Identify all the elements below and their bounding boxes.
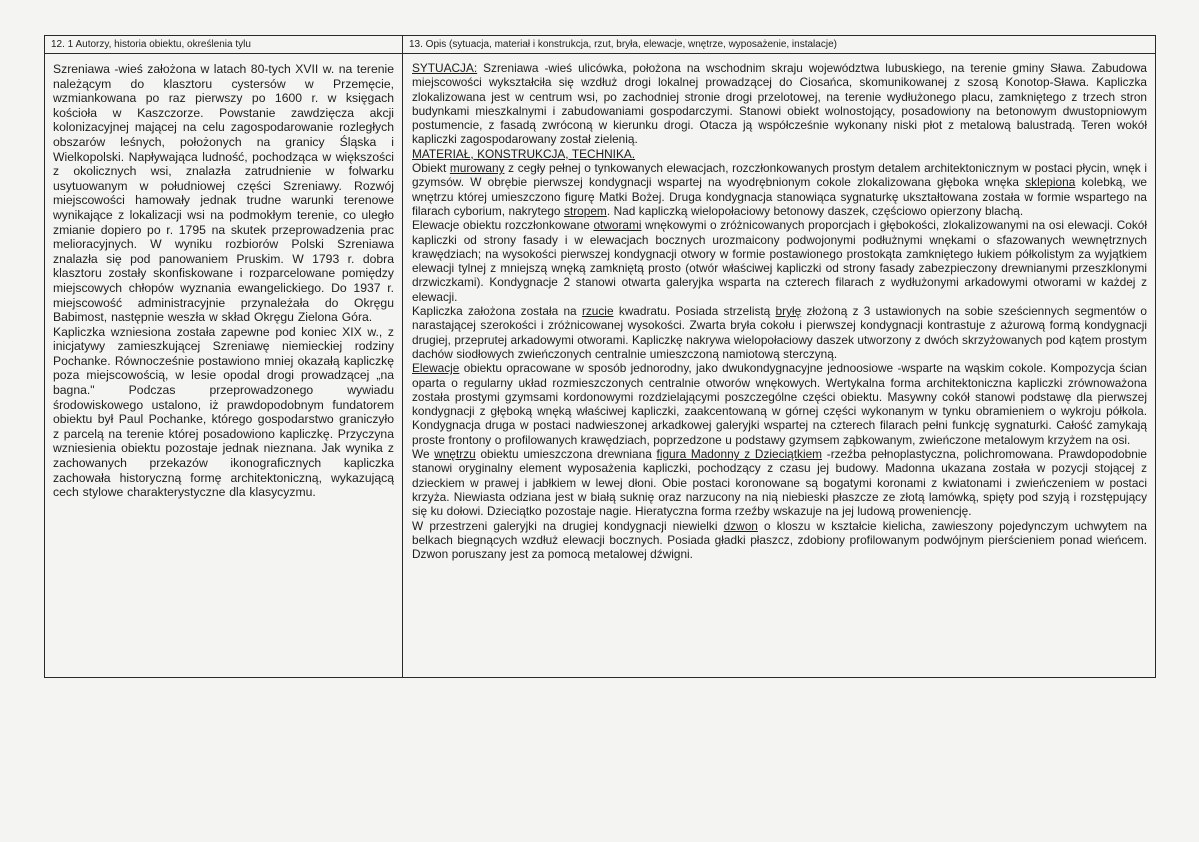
material-heading: MATERIAŁ, KONSTRUKCJA, TECHNIKA. <box>412 146 636 161</box>
term-dzwon: dzwon <box>723 518 758 533</box>
material-text: Obiekt <box>412 161 450 176</box>
history-column-body <box>45 54 402 500</box>
situation-text: Szreniawa -wieś ulicówka, położona na wschodnim skraju województwa lubuskiego, na terenie gminy Sława. Zabudowa miejscowości wykształciła się wzdłuż drogi lokalnej prowadzącej do Ciosańca, skomunikowanej z szosą Konotop-Sława. Kapliczka zlokalizowana jest w centrum wsi, po zachodniej stronie drogi przelotowej, na terenie wydłużonego placu, zamkniętego z trzech stron budynkami mieszkalnymi i zabudowaniami gospodarczymi. Stanowi obiekt wolnostojący, posadowiony na betonowym dwustopniowym postumencie, z fasadą zwróconą w kierunku drogi. Otacza ją współcześnie wykonany niski płot z metalową balustradą. Teren wokół kapliczki zagospodarowany został zielenią. <box>412 61 1147 147</box>
plan-text: złożoną z 3 ustawionych na sobie sześciennych segmentów o narastającej szerokości i zróżnicowanej wysokości. Zwarta bryła cokołu i pierwszej kondygnacji kontrastuje z ażurową formą kondygnacji drugiej, przeprutej arkadowymi otworami. Kapliczkę nakrywa wielopołaciowy daszek utworzony z dwóch skrzyżowanych pod kątem prostym dachów siodłowych zwieńczonych centralnie umieszczoną namiotową sterczyną. <box>412 304 1148 361</box>
history-paragraph-2: Kapliczka wzniesiona została zapewne pod koniec XIX w., z inicjatywy zamieszkującej Szreniawę niemieckiej rodziny Pochanke. Równocześnie postawiono mniej okazałą kapliczkę poza miejscowością, w lesie opodal drogi prowadzącej „na bagna." Podczas przeprowadzonego wywiadu środowiskowego ustalono, iż prawdopodobnym fundatorem obiektu był Paul Pochanke, którego gospodarstwo graniczyło z parcelą na terenie której posadowiono kapliczkę. Przyczyna wzniesienia obiektu pozostaje jednak nieznana. Jak wynika z zachowanych przekazów ikonograficznych kapliczka zachowała historyczną formę architektoniczną, wykazującą cech stylowe charakterystyczne dla klasycyzmu. <box>53 324 394 500</box>
description-column <box>403 36 1155 677</box>
plan-paragraph <box>412 304 1147 361</box>
situation-paragraph <box>412 61 1147 147</box>
elevations-paragraph <box>412 361 1147 447</box>
term-wnetrzu: wnętrzu <box>434 447 476 462</box>
interior-paragraph <box>412 447 1147 518</box>
material-text: . Nad kapliczką wielopołaciowy betonowy daszek, częściowo opierzony blachą. <box>606 203 1024 218</box>
openings-paragraph <box>412 218 1147 304</box>
plan-text: Kapliczka założona została na <box>412 304 582 319</box>
material-heading-line <box>412 147 1147 161</box>
material-text: z cegły pełnej o tynkowanych elewacjach, rozczłonkowanych prostym detalem architektonicznym w postaci płycin, wnęk i gzymsów. W obrębie pierwszej kondygnacji wspartej na wyodrębnionym cokole zlokalizowana głęboka wnęka <box>412 161 1147 190</box>
interior-text: -rzeźba pełnoplastyczna, polichromowana. Prawdopodobnie stanowi oryginalny element wyposażenia kapliczki, pochodzący z czasu jej budowy. Madonna ukazana została w pozycji stojącej z dzieckiem w prawej i jabłkiem w lewej dłoni. Obie postaci koronowane są bogatymi koronami z kwiatonami i zwieńczeniem w postaci krzyża. Niewiasta odziana jest w białą suknię oraz narzucony na nią niebieski płaszcze ze złotą lamówką, spięty pod szyją i rozstępujący się ku dołowi. Dzieciątko pozostaje nagie. Hieratyczna forma rzeźby wskazuje na jej ludową proweniencję. <box>412 447 1148 519</box>
material-paragraph <box>412 161 1147 218</box>
bell-text: o kloszu w kształcie kielicha, zawieszony pojedynczym uchwytem na belkach biegnących wzdłuż elewacji bocznych. Posiada gładki płaszcz, zdobiony profilowanym podwójnym pierścieniem ponad wieńcem. Dzwon poruszany jest za pomocą metalowej dźwigni. <box>412 518 1147 562</box>
description-column-body <box>403 54 1155 561</box>
interior-text: obiektu umieszczona drewniana <box>475 447 657 462</box>
elevations-text: obiektu opracowane w sposób jednorodny, jako dwukondygnacyjne jednoosiowe -wsparte na wąskim cokole. Kompozycja ścian oparta o regularny układ rozmieszczonych centralnie otworów wnękowych. Wertykalna forma architektoniczna kapliczki zrównoważona została prostymi gzymsami kordonowymi rozdzielającymi poszczególne części obiektu. Masywny cokół stanowi podstawę dla pierwszej kondygnacji z głęboką wnęką właściwej kapliczki, zaakcentowaną w górnej części wykonanym w tynku obramieniem o wykroju półkola. Kondygnacja druga w postaci nadwieszonej arkadkowej galeryjki wspartej na czterech filarach pełni funkcję sygnaturki. Całość zamykają proste frontony o profilowanych krawędziach, poprzedzone u podstawy gzymsem ząbkowanym, zwieńczone metalowym krzyżem na osi. <box>412 361 1147 447</box>
openings-text: wnękowymi o zróżnicowanych proporcjach i głębokości, zlokalizowanymi na osi elewacji. Cokół kapliczki od strony fasady i w elewacjach bocznych urozmaicony podwojonymi podłużnymi wnękami o sfazowanych wewnętrznych krawędziach; na wysokości pierwszej kondygnacji otwory w formie postawionego prostokąta zamkniętego łukiem półkolistym za wyjątkiem elewacji tylnej z mniejszą wnęką zamkniętą prosto (otwór właściwej kapliczki od strony fasady zabezpieczony drewnianymi przeszklonymi drzwiczkami). Kondygnacje 2 stanowi otwarta galeryjka wsparta na czterech filarach z wydłużonymi arkadowymi otworami w każdej z elewacji. <box>412 218 1147 304</box>
bell-paragraph <box>412 519 1147 562</box>
history-column-header: 12. 1 Autorzy, historia obiektu, określenia tylu <box>45 36 402 54</box>
situation-heading: SYTUACJA: <box>412 61 478 75</box>
history-paragraph-1: Szreniawa -wieś założona w latach 80-tych XVII w. na terenie należącym do klasztoru cystersów w Przemęcie, wzmiankowana po raz pierwszy po 1600 r. w księgach kościoła w Kaszczorze. Powstanie zawdzięcza akcji kolonizacyjnej mającej na celu zagospodarowanie rozległych obszarów leśnych, położonych na granicy Śląska i Wielkopolski. Napływająca ludność, pochodząca w większości z okolicznych wsi, znalazła zatrudnienie w folwarku usytuowanym w południowej części Szreniawy. Rozwój miejscowości hamowały jednak trudne warunki terenowe wynikające z lokalizacji wsi na podmokłym terenie, co uległo zmianie dopiero po r. 1795 na skutek przeprowadzenia prac melioracyjnych. W wyniku rozbiorów Polski Szreniawa znalazła się pod panowaniem Pruskim. W 1793 r. dobra klasztoru zostały skonfiskowane i rozparcelowane pomiędzy miejscowych chłopów wyznania ewangelickiego. Do 1937 r. miejscowość administracyjnie przynależała do Okręgu Babimost, następnie weszła w skład Okręgu Zielona Góra. <box>53 62 394 325</box>
term-murowany: murowany <box>449 161 505 176</box>
description-column-header: 13. Opis (sytuacja, materiał i konstrukcja, rzut, bryła, elewacje, wnętrze, wyposażenie, instalacje) <box>403 36 1155 54</box>
term-bryle: bryłę <box>775 304 802 319</box>
material-text: kolebką, we wnętrzu której umieszczono figurę Matki Bożej. Druga kondygnacja stanowiąca sygnaturkę ukształtowana została w formie wspartego na filarach cyborium, nakrytego <box>412 175 1147 218</box>
term-sklepiona: sklepiona <box>1025 175 1076 190</box>
plan-text: kwadratu. Posiada strzelistą <box>613 304 776 319</box>
bell-text: W przestrzeni galeryjki na drugiej kondygnacji niewielki <box>412 518 724 533</box>
openings-text: Elewacje obiektu rozczłonkowane <box>412 218 594 233</box>
term-figura: figura Madonny z Dzieciątkiem <box>656 447 823 462</box>
term-elewacje: Elewacje <box>412 361 460 376</box>
term-otworami: otworami <box>593 218 642 233</box>
record-card-table <box>44 35 1156 678</box>
history-column <box>45 36 403 677</box>
term-stropem: stropem <box>564 203 607 218</box>
term-rzucie: rzucie <box>581 304 614 319</box>
interior-text: We <box>412 447 435 462</box>
